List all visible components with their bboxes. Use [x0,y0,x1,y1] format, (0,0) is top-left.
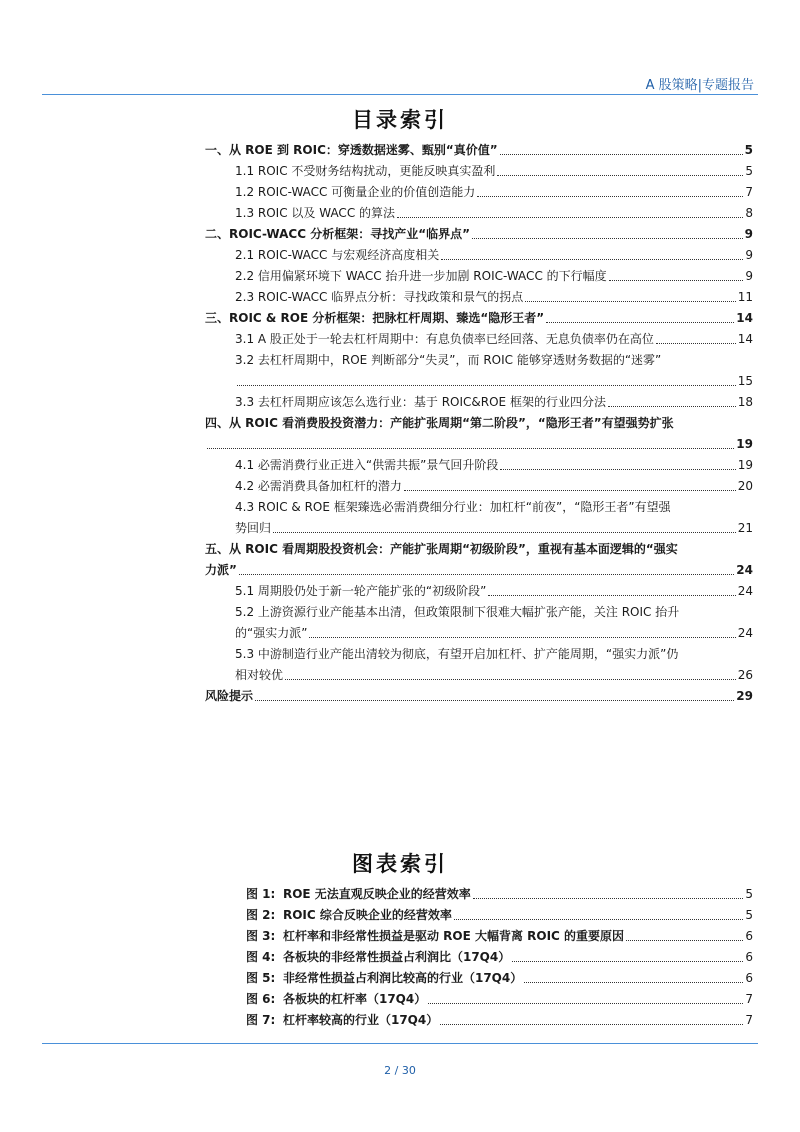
toc-entry[interactable]: 风险提示 29 [205,689,753,703]
chart-entry[interactable]: 图 6: 各板块的杠杆率（17Q4） 7 [246,992,753,1006]
header-divider [42,94,758,95]
toc-entry[interactable]: 一、从 ROE 到 ROIC：穿透数据迷雾、甄别“真价值” 5 [205,143,753,157]
toc-entry[interactable]: 3.3 去杠杆周期应该怎么选行业：基于 ROIC&ROE 框架的行业四分法 18 [235,395,753,409]
toc-entry[interactable]: 二、ROIC-WACC 分析框架：寻找产业“临界点” 9 [205,227,753,241]
toc-entry-line2[interactable]: 的“强实力派” 24 [235,626,753,640]
charts-index [246,884,753,1031]
toc-entry[interactable]: 3.1 A 股正处于一轮去杠杆周期中：有息负债率已经回落、无息负债率仍在高位 14 [235,332,753,346]
toc-entry[interactable]: 4.2 必需消费具备加杠杆的潜力 20 [235,479,753,493]
toc-entry[interactable]: 1.3 ROIC 以及 WACC 的算法 8 [235,206,753,220]
page-number: 2 / 30 [384,1064,416,1077]
footer-divider [42,1043,758,1044]
toc-entry-line2[interactable]: 势回归 21 [235,521,753,535]
table-of-contents [205,140,753,707]
toc-entry[interactable]: 4.1 必需消费行业正进入“供需共振”景气回升阶段 19 [235,458,753,472]
toc-entry[interactable]: 2.3 ROIC-WACC 临界点分析：寻找政策和景气的拐点 11 [235,290,753,304]
toc-entry[interactable]: 5.1 周期股仍处于新一轮产能扩张的“初级阶段” 24 [235,584,753,598]
chart-entry[interactable]: 图 1: ROE 无法直观反映企业的经营效率 5 [246,887,753,901]
toc-entry[interactable]: 2.1 ROIC-WACC 与宏观经济高度相关 9 [235,248,753,262]
report-category-header: A 股策略|专题报告 [645,78,754,93]
toc-entry-line1[interactable]: 四、从 ROIC 看消费股投资潜力：产能扩张周期“第二阶段”，“隐形王者”有望强势扩张 [205,416,674,430]
toc-entry-line1[interactable]: 4.3 ROIC & ROE 框架臻选必需消费细分行业：加杠杆“前夜”，“隐形王者”有望强 [235,500,671,514]
chart-entry[interactable]: 图 5: 非经常性损益占利润比较高的行业（17Q4） 6 [246,971,753,985]
toc-entry[interactable]: 三、ROIC & ROE 分析框架：把脉杠杆周期、臻选“隐形王者” 14 [205,311,753,325]
toc-entry[interactable]: 2.2 信用偏紧环境下 WACC 抬升进一步加剧 ROIC-WACC 的下行幅度 9 [235,269,753,283]
toc-entry-line1[interactable]: 5.3 中游制造行业产能出清较为彻底，有望开启加杠杆、扩产能周期，“强实力派”仍 [235,647,679,661]
toc-entry-line2[interactable]: 19 [205,434,753,455]
toc-entry-line2[interactable]: 相对较优 26 [235,668,753,682]
toc-title: 目录索引 [352,107,448,132]
toc-entry-line1[interactable]: 3.2 去杠杆周期中，ROE 判断部分“失灵”，而 ROIC 能够穿透财务数据的“迷雾” [235,353,662,367]
toc-entry-line2[interactable]: 15 [205,371,753,392]
toc-entry-line1[interactable]: 五、从 ROIC 看周期股投资机会：产能扩张周期“初级阶段”，重视有基本面逻辑的“强实 [205,542,678,556]
chart-entry[interactable]: 图 4: 各板块的非经常性损益占利润比（17Q4） 6 [246,950,753,964]
toc-entry[interactable]: 1.2 ROIC-WACC 可衡量企业的价值创造能力 7 [235,185,753,199]
toc-entry-line2[interactable]: 力派” 24 [205,563,753,577]
chart-entry[interactable]: 图 7: 杠杆率较高的行业（17Q4） 7 [246,1013,753,1027]
toc-entry-line1[interactable]: 5.2 上游资源行业产能基本出清，但政策限制下很难大幅扩张产能，关注 ROIC 抬升 [235,605,680,619]
chart-entry[interactable]: 图 2: ROIC 综合反映企业的经营效率 5 [246,908,753,922]
chart-entry[interactable]: 图 3: 杠杆率和非经常性损益是驱动 ROE 大幅背离 ROIC 的重要原因 6 [246,929,753,943]
toc-entry[interactable]: 1.1 ROIC 不受财务结构扰动，更能反映真实盈利 5 [235,164,753,178]
charts-index-title: 图表索引 [352,851,448,876]
